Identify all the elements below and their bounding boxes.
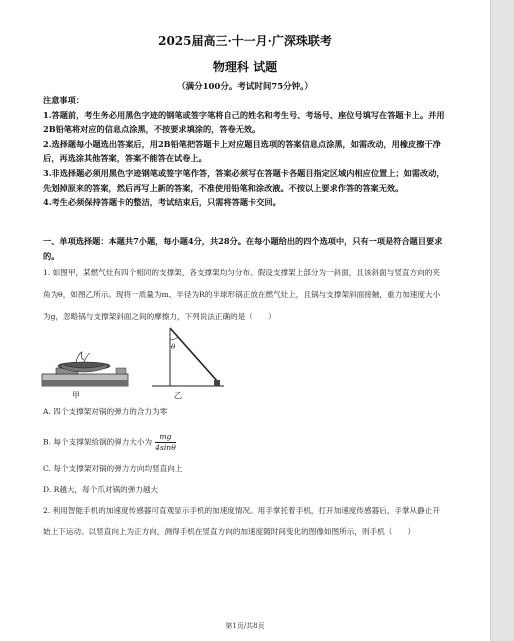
question-1-option-c: C. 每个支撑架对锅的弹力方向均竖直向上 xyxy=(43,464,183,473)
question-1-option-a: A. 四个支撑架对锅的弹力的合力为零 xyxy=(43,407,168,416)
notice-heading: 注意事项： xyxy=(43,95,84,105)
option-b-fraction xyxy=(155,432,176,453)
notice-item: 4.考生必须保持答题卡的整洁，考试结束后，只需将答题卡交回。 xyxy=(43,197,281,208)
question-1-stem: 1. 如图甲，某燃气灶有四个相同的支撑架，各支撑架均匀分布。假设支撑架上部分为一斜面，且该斜面与竖直方向的夹角为θ，如图乙所示。现将一质量为m、半径为R的半球形锅正放在燃气灶上，且锅与支撑架斜面接触，重力加速度大小为g，忽略锅与支撑架斜面之间的摩擦力，下列说法正确的是（ ） xyxy=(43,268,441,321)
subject-title: 物理科 试题 xyxy=(212,60,278,74)
angle-theta-label: θ xyxy=(171,343,176,351)
notice-item: 3.非选择题必须用黑色字迹钢笔或签字笔作答，答案必须写在答题卡各题目指定区域内相应位置上；如需改动，先划掉原来的答案，然后再写上新的答案，不准使用铅笔和涂改液。不按以上要求作答的答案无效。 xyxy=(43,167,445,193)
figure-gas-stove xyxy=(40,350,130,390)
notice-item: 1.答题前，考生务必用黑色字迹的钢笔或签字笔将自己的姓名和考生号、考场号、座位号填写在答题卡上。并用2B铅笔将对应的信息点涂黑，不按要求填涂的，答卷无效。 xyxy=(43,109,445,135)
question-1-option-d: D. R越大，每个爪对锅的弹力越大 xyxy=(43,485,159,494)
notice-item: 2.选择题每小题选出答案后，用2B铅笔把答题卡上对应题目选项的答案信息点涂黑，如需改动，用橡皮擦干净后，再选涂其他答案，答案不能答在试卷上。 xyxy=(43,138,441,164)
figure-a-label: 甲 xyxy=(72,391,80,400)
score-note: （满分100分。考试时间75分钟。） xyxy=(177,82,313,92)
fraction-denominator: 4sinθ xyxy=(155,443,176,452)
section-heading: 一、单项选择题：本题共7小题，每小题4分，共28分。在每小题给出的四个选项中，只有一项是符合题目要求的。 xyxy=(43,236,443,261)
notice-block xyxy=(43,93,445,210)
fraction-numerator: mg xyxy=(155,432,176,443)
figure-support-incline xyxy=(148,322,228,390)
option-b-prefix: B. 每个支撑架给锅的弹力大小为 xyxy=(43,437,153,447)
vertical-scrollbar[interactable] xyxy=(490,0,514,641)
question-1-option-b xyxy=(43,432,176,453)
figure-b-label: 乙 xyxy=(174,391,182,400)
question-2-stem: 2. 利用智能手机的加速度传感器可直观显示手机的加速度情况。用手掌托着手机，打开加速度传感器后，手掌从静止开始上下运动。以竖直向上为正方向，测得手机在竖直方向的加速度随时间变化的图像如图所示，则手机（ ） xyxy=(43,506,440,536)
page-footer: 第1页/共8页 xyxy=(225,622,265,630)
exam-title: 2025届高三·十一月·广深珠联考 xyxy=(158,34,332,48)
